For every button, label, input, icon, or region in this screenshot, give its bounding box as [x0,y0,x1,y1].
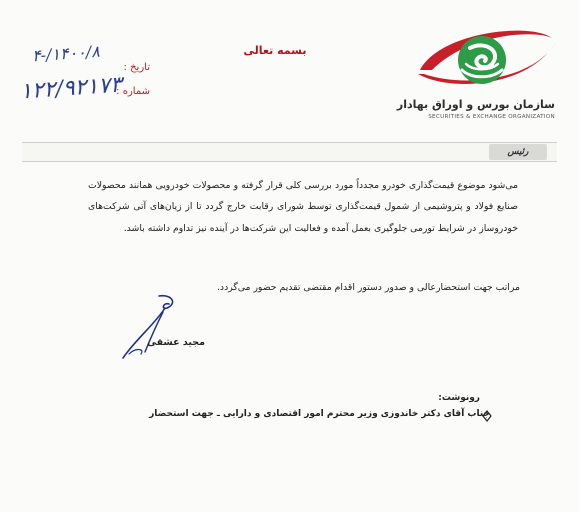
recipient-label: رئیس [489,144,547,160]
letter-body [88,175,518,239]
number-field [19,72,150,105]
organization-name: سازمان بورس و اوراق بهادار [396,98,555,111]
date-field [20,38,150,73]
number-value: ۱۲۲/۹۲۱۷۳ [19,72,123,105]
organization-name-english: SECURITIES & EXCHANGE ORGANIZATION [428,114,555,120]
number-label: شماره : [116,86,150,97]
invocation: بسمه تعالی [243,44,307,57]
letterhead [0,0,579,140]
closing-sentence: مراتب جهت استحضارعالی و صدور دستور اقدام مقتضی تقدیم حضور می‌گردد. [216,282,520,293]
date-label: تاریخ : [123,62,150,73]
recipient-bar [22,142,557,162]
handwritten-signature-icon [115,292,190,364]
organization-logo-icon [410,18,560,98]
date-value: ۱۴۰۰/۸/-۴ [31,41,101,66]
cc-title: رونوشت: [438,393,480,403]
cc-recipient: جناب آقای دکتر خاندوزی وزیر محترم امور اقتصادی و دارایی ـ جهت استحضار [149,409,490,419]
signer-name: مجید عشقی [146,337,205,348]
body-paragraph: می‌شود موضوع قیمت‌گذاری خودرو مجدداً مورد بررسی کلی قرار گرفته و محصولات خودرویی همانند محصولات صنایع فولاد و پتروشیمی از شمول قیمت‌گذاری توسط شورای رقابت خارج گردد تا از زیان‌های آتی شرکت‌های خودروساز در شرایط تورمی جلوگیری بعمل آمده و فعالیت این شرکت‌ها در آینده نیز تداوم داشته باشد. [88,180,518,234]
